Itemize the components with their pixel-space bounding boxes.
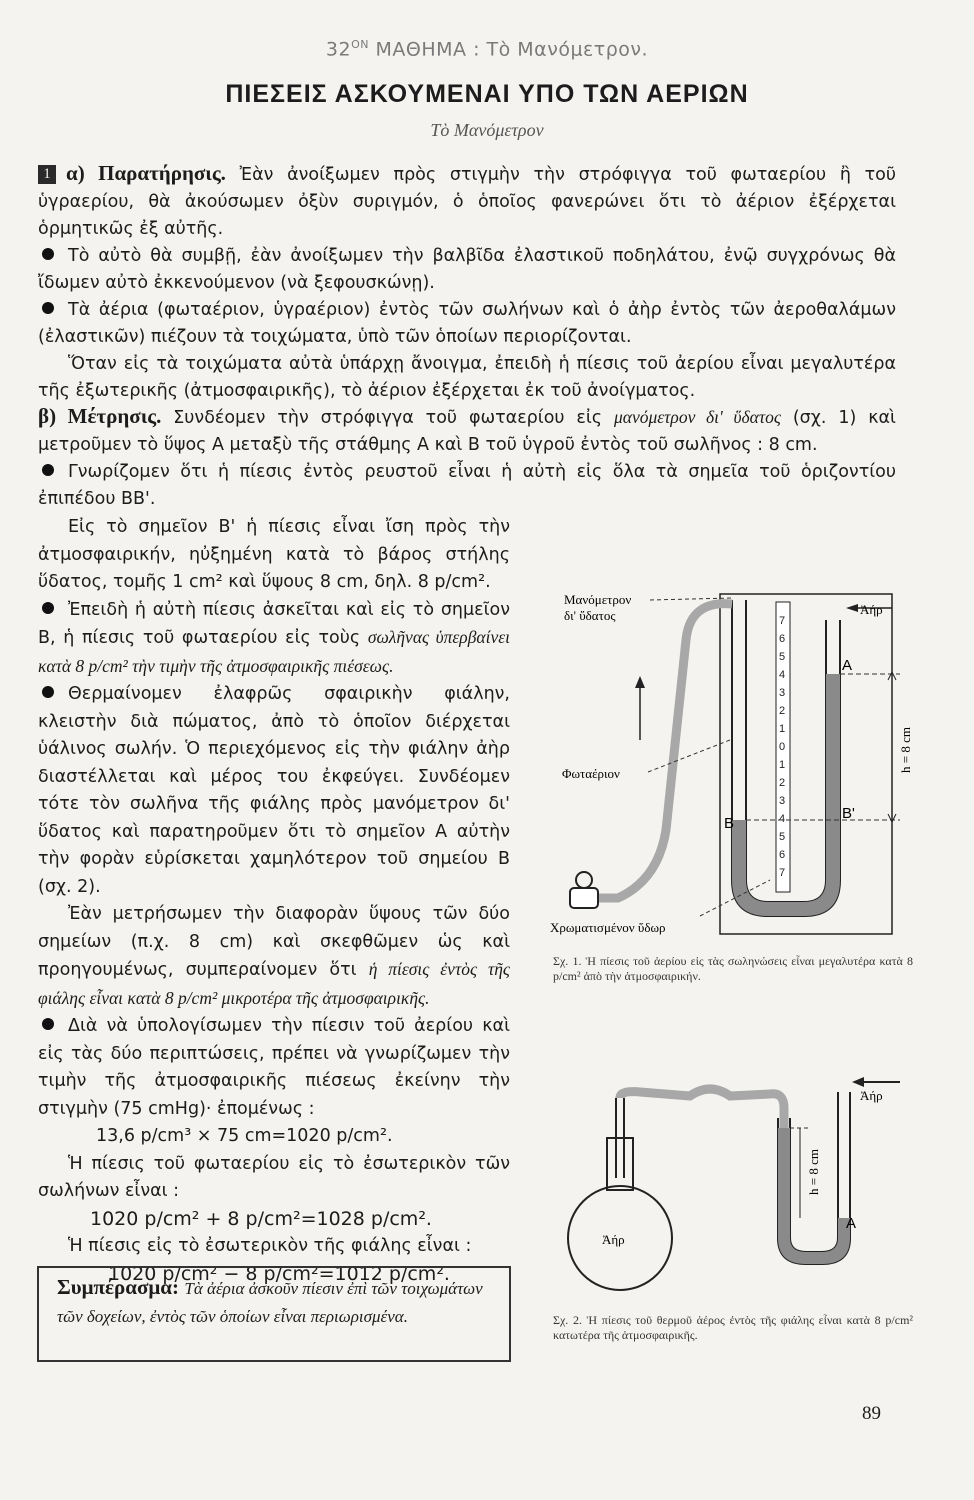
section-b-text-start: Συνδέομεν τὴν στρόφιγγα τοῦ φωταερίου εἰς (173, 408, 603, 428)
air-arrow-2-head (852, 1077, 864, 1087)
section-b-text-end: (σχ. 1) καὶ μετροῦμεν τὸ ὕψος Α μεταξὺ τῆς στάθμης Α καὶ Β τοῦ ὑγροῦ ἐντὸς τοῦ σωλῆνος : 8 cm. (38, 408, 896, 455)
flask-neck (607, 1138, 633, 1190)
label-water: Χρωματισμένον ὕδωρ (550, 920, 666, 935)
scale-mark: 4 (779, 669, 786, 681)
scale-mark: 7 (779, 867, 786, 879)
section-b-heading: β) Μέτρησις. (38, 404, 162, 428)
label-manometer-1: Μανόμετρον (564, 592, 632, 607)
column-p4-italic: ἡ πίεσις ἐντὸς τῆς φιάλης εἶναι κατὰ 8 p/cm² μικροτέρα τῆς ἀτμοσφαιρικῆς. (38, 959, 510, 1008)
leader-gas (648, 740, 730, 772)
column-p1: Εἰς τὸ σημεῖον Β' ἡ πίεσις εἶναι ἴση πρὸς τὴν ἀτμοσφαιρικήν, ηὐξημένη κατὰ τὸ βάρος στήλης ὕδατος, τομῆς 1 cm² καὶ ὕψους 8 cm, δηλ. 8 p/cm². (38, 517, 510, 592)
scale-mark: 0 (779, 741, 786, 753)
page-subtitle: Τὸ Μανόμετρον (430, 120, 544, 140)
scale-mark: 1 (779, 759, 786, 771)
section-number: 1 (38, 165, 56, 184)
column-p2-italic: σωλῆνας ὑπερβαίνει κατὰ 8 p/cm² τὴν τιμὴν τῆς ἀτμοσφαιρικῆς πιέσεως. (38, 627, 510, 676)
page-number: 89 (862, 1403, 881, 1424)
scale-mark: 7 (779, 615, 786, 627)
equation-2: 1020 p/cm² + 8 p/cm²=1028 p/cm². (90, 1207, 432, 1230)
section-a-p1 (38, 160, 896, 243)
column-p3: Θερμαίνομεν ἐλαφρῶς σφαιρικὴν φιάλην, κλειστὴν διὰ πώματος, ἀπὸ τὸ ὁποῖον διέρχεται ὑάλινος σωλήν. Ὁ περιεχόμενος εἰς τὴν φιάλην ἀὴρ διαστέλλεται καὶ μέρος του ἐκφεύγει. Συνδέομεν τότε τὸν σωλῆνα τῆς φιάλης πρὸς μανόμετρον δι' ὕδατος καὶ παρατηροῦμεν ὅτι τὸ σημεῖον Α αὐτὴν τὴν φορὰν εὑρίσκεται χαμηλότερον τοῦ σημείου Β (σχ. 2). (38, 681, 510, 901)
scale-mark: 1 (779, 723, 786, 735)
colored-water-2 (778, 1128, 850, 1264)
lesson-header (0, 38, 974, 60)
left-column (38, 514, 510, 1288)
lesson-title: ΜΑΘΗΜΑ : Τὸ Μανόμετρον. (375, 38, 649, 61)
scale-mark: 6 (779, 849, 786, 861)
scale-mark: 3 (779, 795, 786, 807)
valve-knob (576, 872, 592, 888)
scale-mark: 2 (779, 705, 786, 717)
column-p7: Ἡ πίεσις εἰς τὸ ἐσωτερικὸν τῆς φιάλης εἶναι : (68, 1236, 472, 1256)
conclusion-text: Τὰ ἀέρια ἀσκοῦν πίεσιν ἐπὶ τῶν τοιχωμάτων τῶν δοχείων, ἐντὸς τῶν ὁποίων εἶναι περιωρισμένα. (57, 1279, 483, 1326)
equation-3: 1020 p/cm² − 8 p/cm²=1012 p/cm². (108, 1262, 450, 1285)
scale-mark: 3 (779, 687, 786, 699)
h-label-2: h = 8 cm (806, 1149, 821, 1195)
h-label: h = 8 cm (898, 727, 913, 773)
figure-2-flask-manometer (560, 1068, 930, 1308)
label-b-prime: B' (842, 805, 855, 822)
rubber-hose-2 (620, 1089, 784, 1128)
label-a-2: A (846, 1215, 857, 1232)
scale-mark: 5 (779, 651, 786, 663)
column-p4-text: Ἐὰν μετρήσωμεν τὴν διαφορὰν ὕψους τῶν δύο σημείων (π.χ. 8 cm) καὶ σκεφθῶμεν ὡς καὶ προηγουμένως, συμπεραίνομεν ὅτι (38, 904, 510, 980)
section-a-p3: Τὰ ἀέρια (φωταέριον, ὑγραέριον) ἐντὸς τῶν σωλήνων καὶ ὁ ἀὴρ ἐντὸς τῶν ἀεροθαλάμων (ἐλαστικῶν) πιέζουν τὰ τοιχώματα, ὑπὸ τῶν ὁποίων περιορίζονται. (38, 297, 896, 351)
conclusion-heading: Συμπέρασμα: (57, 1275, 180, 1299)
section-a-p2: Τὸ αὐτὸ θὰ συμβῇ, ἐὰν ἀνοίξωμεν τὴν βαλβῖδα ἐλαστικοῦ ποδηλάτου, ἐνῷ συγχρόνως θὰ ἴδωμεν αὐτὸ ἐκκενούμενον (νὰ ξεφουσκώνῃ). (38, 243, 896, 297)
page-title: ΠΙΕΣΕΙΣ ΑΣΚΟΥΜΕΝΑΙ ΥΠΟ ΤΩΝ ΑΕΡΙΩΝ (225, 80, 749, 108)
section-b-p2: Γνωρίζομεν ὅτι ἡ πίεσις ἐντὸς ρευστοῦ εἶναι ἡ αὐτὴ εἰς ὅλα τὰ σημεῖα τοῦ ὁριζοντίου ἐπιπέδου ΒΒ'. (38, 459, 896, 513)
gas-valve (570, 888, 598, 908)
figure-1-caption: Σχ. 1. Ἡ πίεσις τοῦ ἀερίου εἰς τὰς σωληνώσεις εἶναι μεγαλυτέρα κατὰ 8 p/cm² ἀπὸ τὴν ἀτμοσφαιρικήν. (553, 954, 913, 983)
column-p6: Ἡ πίεσις τοῦ φωταερίου εἰς τὸ ἐσωτερικὸν τῶν σωλήνων εἶναι : (38, 1153, 510, 1201)
column-p2 (38, 597, 510, 682)
column-p4 (38, 901, 510, 1013)
section-a (38, 160, 896, 405)
label-manometer-2: δι' ὕδατος (564, 608, 616, 623)
column-p5: Διὰ νὰ ὑπολογίσωμεν τὴν πίεσιν τοῦ ἀερίου καὶ εἰς τὰς δύο περιπτώσεις, πρέπει νὰ γνωρίζωμεν τὴν τιμὴν τῆς ἀτμοσφαιρικῆς πιέσεως ἐκείνην τὴν στιγμὴν (75 cmHg)· ἐπομένως : (38, 1013, 510, 1123)
label-b: B (724, 815, 735, 832)
scale-mark: 4 (779, 813, 786, 825)
scale-mark: 5 (779, 831, 786, 843)
label-air-flask: Ἀήρ (602, 1232, 625, 1247)
rubber-hose (596, 604, 735, 898)
label-a: A (842, 657, 853, 674)
flow-arrow-head (635, 676, 645, 688)
lesson-suffix: ΟΝ (351, 38, 369, 51)
equation-1: 13,6 p/cm³ × 75 cm=1020 p/cm². (96, 1126, 393, 1146)
section-b (38, 403, 896, 513)
conclusion-box (37, 1266, 511, 1362)
scale-mark: 6 (779, 633, 786, 645)
label-air-top: Ἀήρ (860, 1088, 883, 1103)
lesson-number: 32 (325, 38, 352, 61)
figure-2-caption: Σχ. 2. Ἡ πίεσις τοῦ θερμοῦ ἀέρος ἐντὸς τῆς φιάλης εἶναι κατὰ 8 p/cm² κατωτέρα τῆς ἀτμοσφαιρικῆς. (553, 1313, 913, 1342)
section-b-italic: μανόμετρον δι' ὕδατος (613, 407, 781, 427)
label-gas: Φωταέριον (562, 766, 620, 781)
section-a-p4: Ὅταν εἰς τὰ τοιχώματα αὐτὰ ὑπάρχῃ ἄνοιγμα, ἐπειδὴ ἡ πίεσις τοῦ ἀερίου εἶναι μεγαλυτέρα τῆς ἐξωτερικῆς (ἀτμοσφαιρικῆς), τὸ ἀέριον ἐξέρχεται ἐκ τοῦ ἀνοίγματος. (38, 354, 896, 401)
figure-1-manometer (540, 580, 930, 960)
section-a-heading: α) Παρατήρησις. (66, 161, 226, 185)
air-arrow-head (846, 604, 858, 612)
section-a-text-1: Ἐὰν ἀνοίξωμεν πρὸς στιγμὴν τὴν στρόφιγγα τοῦ φωταερίου ἢ τοῦ ὑγραερίου, θὰ ἀκούσωμεν ὀξὺν συριγμόν, ὁ ὁποῖος φανερώνει ὅτι τὸ ἀέριον ἐξέρχεται ὁρμητικῶς ἐξ αὐτῆς. (38, 165, 896, 239)
column-p2-text: Ἐπειδὴ ἡ αὐτὴ πίεσις ἀσκεῖται καὶ εἰς τὸ σημεῖον Β, ἡ πίεσις τοῦ φωταερίου εἰς τοὺς (38, 599, 510, 648)
label-air: Ἀήρ (860, 602, 883, 617)
scale-mark: 2 (779, 777, 786, 789)
section-b-p1 (38, 403, 896, 459)
